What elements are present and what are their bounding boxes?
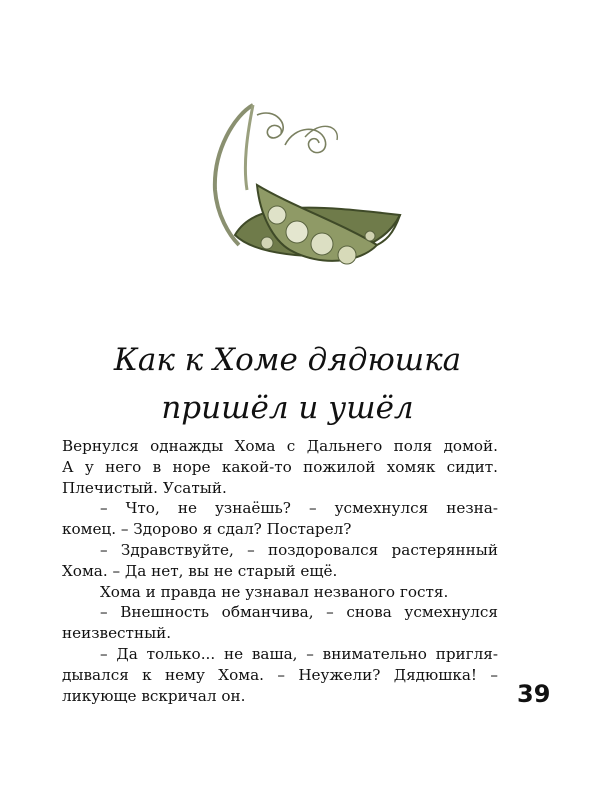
chapter-title [0, 336, 575, 432]
text-line: неизвестный. [62, 624, 172, 643]
text-line: Плечистый. Усатый. [62, 478, 227, 497]
chapter-title-line-1: Как к Хоме дядюшка [113, 342, 462, 378]
text-line: – Да только... не ваша, – внимательно пригля- [100, 644, 498, 663]
text-line: Хома. – Да нет, вы не старый ещё. [62, 561, 338, 580]
chapter-title-line-2: пришёл и ушёл [161, 390, 414, 426]
page-number: 39 [517, 680, 551, 708]
text-line: – Внешность обманчива, – снова усмехнулся [100, 603, 498, 622]
body-text [62, 436, 498, 706]
text-line: ликующе вскричал он. [62, 686, 246, 705]
pea-pod-icon [195, 95, 410, 280]
text-line: – Здравствуйте, – поздоровался растерянный [100, 540, 498, 559]
text-line: – Что, не узнаёшь? – усмехнулся незна- [100, 499, 498, 518]
text-line: комец. – Здорово я сдал? Постарел? [62, 520, 352, 539]
text-line: Вернулся однажды Хома с Дальнего поля домой. [62, 437, 498, 455]
text-line: А у него в норе какой-то пожилой хомяк сидит. [62, 457, 498, 476]
text-line: дывался к нему Хома. – Неужели? Дядюшка! – [62, 665, 498, 684]
text-line: Хома и правда не узнавал незваного гостя. [100, 582, 449, 601]
